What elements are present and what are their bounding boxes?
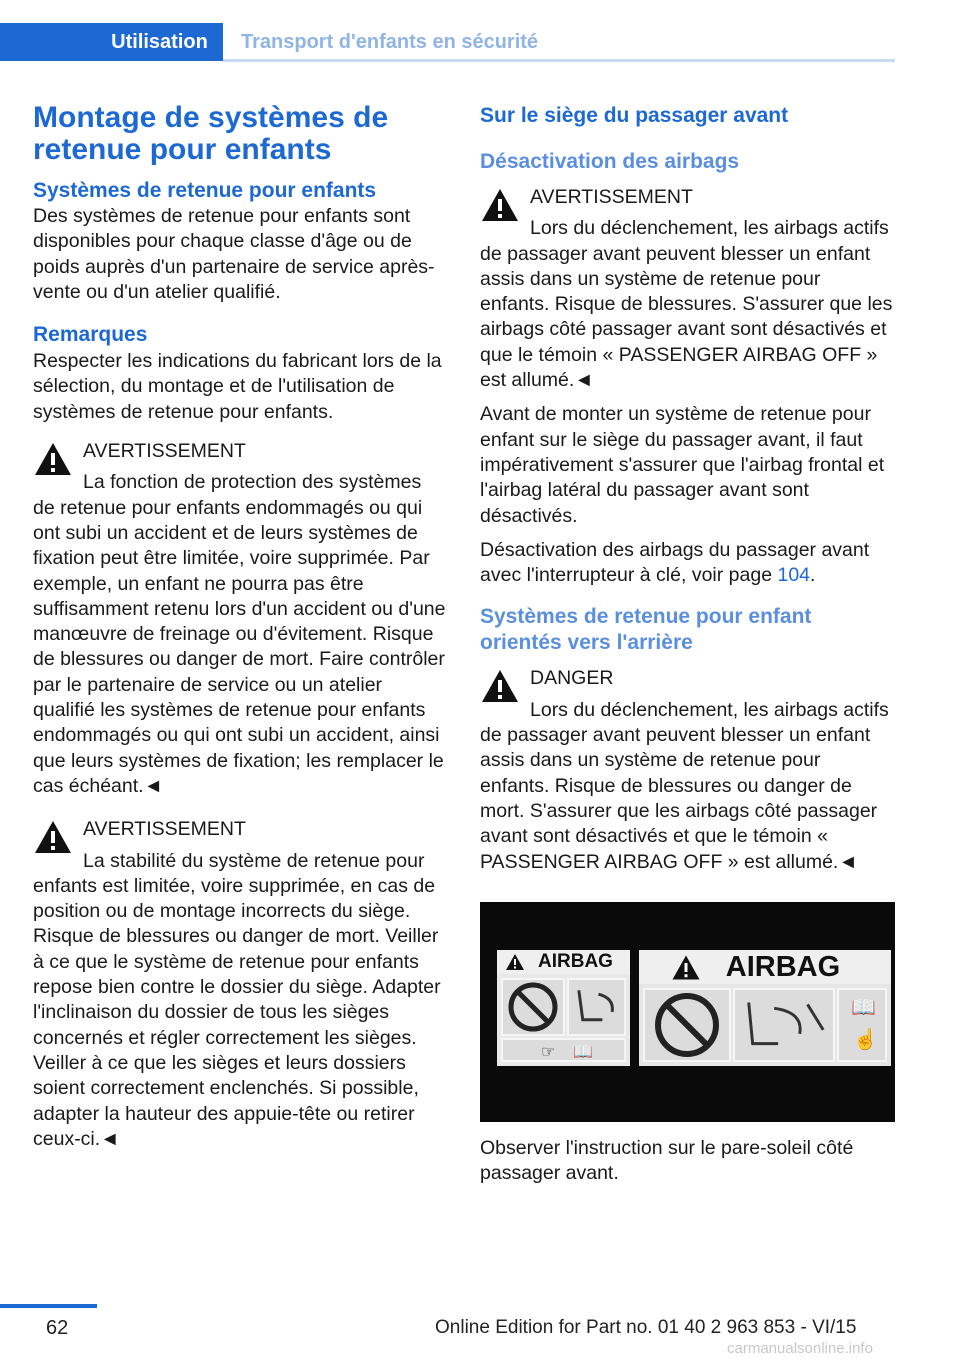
airbag-label-small [497, 950, 630, 1066]
warning-triangle-icon [671, 954, 701, 981]
danger-title: DANGER [530, 667, 614, 690]
rear-facing-heading: Systèmes de retenue pour enfant orientés vers l'arrière [480, 605, 812, 655]
danger-block [480, 666, 895, 874]
manual-icon: 📖 [851, 996, 876, 1019]
tab-utilisation[interactable]: Utilisation [111, 31, 208, 53]
photo-caption: Observer l'instruction sur le pare-soleil côté passager avant. [480, 1136, 854, 1185]
warning-2-title: AVERTISSEMENT [83, 818, 246, 841]
page-number: 62 [46, 1317, 69, 1339]
warning-2-text: La stabilité du système de retenue pour enfants est limitée, voire supprimée, en cas de position ou de montage incorrects du siège. Risque de blessures ou danger de mort. Veiller à ce que le système de retenue pour enfants repose bien contre le dossier du siège. Adapter l'inclinaison du dossier de tous les sièges concernés et régler correctement les sièges. Veiller à ce que les sièges et leurs dossiers soient correctement enclenchés. Si possible, adapter la hauteur des appuie-tête ou retirer ceux-ci.◄ [33, 849, 441, 1150]
warning-3-title: AVERTISSEMENT [530, 186, 693, 208]
hand-icon: ☞ [541, 1043, 556, 1061]
airbag-label-small-text: AIRBAG [538, 950, 613, 972]
warning-triangle-icon [33, 441, 73, 477]
warning-triangle-icon [33, 819, 73, 855]
crs-text: Des systèmes de retenue pour enfants sont disponibles pour chaque classe d'âge ou de poids auprès d'un partenaire de service après-vente ou d'un atelier qualifié. [33, 205, 435, 303]
no-child-seat-icon [645, 990, 729, 1060]
watermark: carmanualsonline.info [727, 1340, 873, 1357]
hand-icon: ☝ [853, 1028, 878, 1051]
warning-block-2 [33, 817, 448, 1152]
airbag-seat-icon [735, 990, 833, 1060]
warning-1-title: AVERTISSEMENT [83, 440, 246, 463]
footer-edition: Online Edition for Part no. 01 40 2 963 853 - VI/15 [435, 1317, 857, 1338]
header-rule [223, 59, 895, 62]
key-switch-paragraph [480, 538, 895, 589]
no-child-seat-icon [503, 980, 563, 1034]
page-title: Montage de systèmes de retenue pour enfants [33, 101, 389, 166]
manual-icon: 📖 [573, 1043, 593, 1061]
warning-triangle-icon [480, 668, 520, 704]
deactivation-heading: Désactivation des airbags [480, 150, 740, 173]
right-column [480, 100, 895, 1186]
warning-triangle-icon [505, 953, 525, 971]
key-switch-end: . [810, 564, 816, 587]
key-switch-text: Désactivation des airbags du passager avant avec l'interrupteur à clé, voir page [480, 538, 870, 587]
airbag-seat-icon [569, 980, 624, 1034]
before-mount-text: Avant de monter un système de retenue pour enfant sur le siège du passager avant, il faut impérativement s'assurer que l'airbag frontal et l'airbag latéral du passager avant sont désactivés. [480, 403, 885, 527]
danger-text: Lors du déclenchement, les airbags actifs de passager avant peuvent blesser un enfant assis dans un système de retenue pour enfants. Risque de blessures ou danger de mort. S'assurer que les airbags côté passager avant sont désactivés et que le témoin « PASSENGER AIRBAG OFF » est allumé.◄ [480, 698, 889, 873]
front-seat-heading: Sur le siège du passager avant [480, 104, 789, 127]
notes-heading: Remarques [33, 323, 148, 347]
crs-heading: Systèmes de retenue pour enfants [33, 179, 377, 202]
airbag-label-large-text: AIRBAG [725, 950, 841, 983]
warning-1-text: La fonction de protection des systèmes de retenue pour enfants endommagés ou qui ont subi un accident et de leurs systèmes de fixation peut être limitée, voire supprimée. Par exemple, un enfant ne pourra pas être suffisamment retenu lors d'un accident ou d'une manœuvre de freinage ou d'évitement. Risque de blessures ou danger de mort. Faire contrôler par le partenaire de service ou un atelier qualifié les systèmes de retenue pour enfants endommagés ou qui ont subi un accident, ainsi que leurs systèmes de fixation; les remplacer le cas échéant.◄ [33, 471, 446, 797]
warning-triangle-icon [480, 187, 520, 223]
page-link-104[interactable]: 104 [777, 564, 811, 587]
notes-text: Respecter les indications du fabricant lors de la sélection, du montage et de l'utilisation de systèmes de retenue pour enfants. [33, 350, 442, 423]
airbag-label-photo [480, 902, 895, 1122]
warning-block-3 [480, 185, 895, 393]
left-column [33, 100, 448, 1152]
tab-transport-enfants[interactable]: Transport d'enfants en sécurité [241, 31, 539, 53]
warning-3-text: Lors du déclenchement, les airbags actifs de passager avant peuvent blesser un enfant assis dans un système de retenue pour enfants. Risque de blessures. S'assurer que les airbags côté passager avant sont désactivés et que le témoin « PASSENGER AIRBAG OFF » est allumé.◄ [480, 217, 893, 392]
footer-bar [0, 1304, 97, 1308]
airbag-label-large [639, 950, 891, 1066]
warning-block-1 [33, 439, 448, 799]
